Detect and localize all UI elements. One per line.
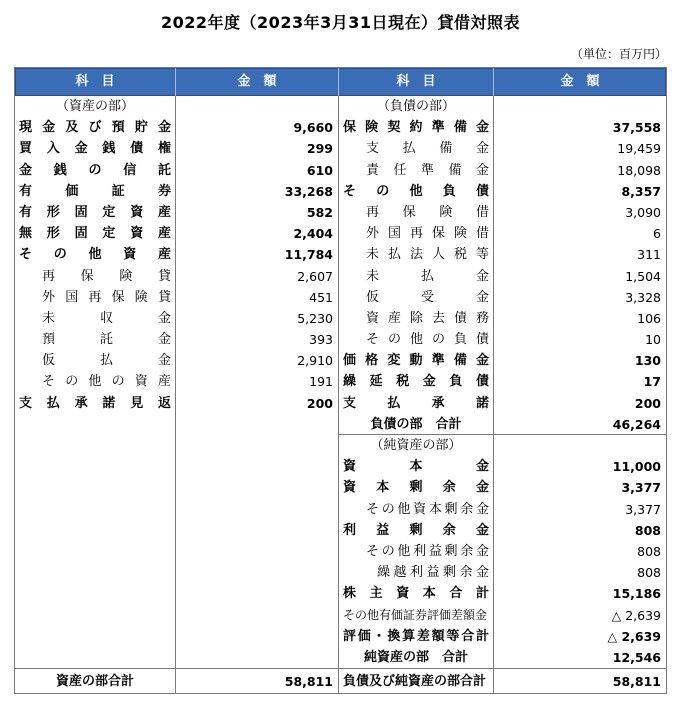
amount-value: 808 bbox=[637, 565, 661, 581]
spacer-amount-cell bbox=[176, 414, 339, 668]
liabilities-net-assets-pane bbox=[339, 96, 666, 693]
table-row bbox=[339, 499, 666, 520]
item-label: 金銭の信託 bbox=[15, 160, 176, 181]
amount-value: 106 bbox=[637, 310, 661, 326]
amount-value: 191 bbox=[176, 371, 339, 392]
table-row bbox=[339, 583, 666, 604]
amount-value bbox=[176, 96, 339, 117]
item-label: 支払備金 bbox=[339, 138, 494, 159]
amount-value: 2,607 bbox=[176, 266, 339, 287]
amount-value: 3,090 bbox=[625, 204, 661, 220]
item-label: 再保険借 bbox=[339, 202, 494, 223]
item-label: 外国再保険借 bbox=[339, 223, 494, 244]
assets-rows bbox=[15, 96, 339, 414]
table-row bbox=[15, 371, 339, 392]
table-row bbox=[339, 202, 666, 223]
table-row bbox=[339, 626, 666, 647]
table-row bbox=[339, 181, 666, 202]
table-row bbox=[339, 435, 666, 456]
amount-value: 10 bbox=[645, 332, 661, 348]
header-amount-left: 金 額 bbox=[176, 68, 339, 96]
item-label: 資本剰余金 bbox=[339, 477, 494, 498]
amount-value: 5,230 bbox=[176, 308, 339, 329]
item-label: 仮払金 bbox=[15, 350, 176, 371]
table-row bbox=[15, 329, 339, 350]
item-label: 未収金 bbox=[15, 308, 176, 329]
amount-value: 3,377 bbox=[621, 480, 661, 496]
table-row bbox=[339, 647, 666, 668]
liabilities-net-assets-total-row bbox=[339, 668, 666, 694]
assets-total-value: 58,811 bbox=[176, 669, 339, 694]
table-row bbox=[339, 541, 666, 562]
amount-value: 1,504 bbox=[625, 268, 661, 284]
balance-sheet-table bbox=[14, 67, 667, 694]
item-label: 外国再保険貸 bbox=[15, 287, 176, 308]
table-row bbox=[339, 117, 666, 138]
table-row bbox=[339, 371, 666, 392]
amount-value: 9,660 bbox=[176, 117, 339, 138]
table-row bbox=[339, 223, 666, 244]
item-label: 繰延税金負債 bbox=[339, 371, 494, 392]
assets-pane bbox=[15, 96, 339, 693]
item-label: 負債の部 合計 bbox=[339, 414, 494, 434]
amount-value: 451 bbox=[176, 287, 339, 308]
amount-value: 582 bbox=[176, 202, 339, 223]
item-label: その他の資産 bbox=[15, 371, 176, 392]
liabilities-net-assets-rows bbox=[339, 96, 666, 668]
amount-value: 11,000 bbox=[612, 459, 661, 475]
item-label: 有形固定資産 bbox=[15, 202, 176, 223]
table-row bbox=[339, 244, 666, 265]
item-label: その他の負債 bbox=[339, 329, 494, 350]
table-row bbox=[15, 202, 339, 223]
item-label: その他利益剰余金 bbox=[339, 541, 494, 562]
assets-spacer-row bbox=[15, 414, 339, 668]
amount-value: 2,910 bbox=[176, 350, 339, 371]
table-row bbox=[15, 308, 339, 329]
table-row bbox=[339, 138, 666, 159]
assets-total-row bbox=[15, 668, 339, 694]
table-row bbox=[15, 266, 339, 287]
table-header-row bbox=[15, 68, 666, 96]
item-label: 未払法人税等 bbox=[339, 244, 494, 265]
item-label: 保険契約準備金 bbox=[339, 117, 494, 138]
spacer-item-cell bbox=[15, 414, 176, 668]
table-row bbox=[15, 244, 339, 265]
amount-value: 3,377 bbox=[625, 501, 661, 517]
item-label: 純資産の部 合計 bbox=[339, 647, 494, 668]
amount-value: 3,328 bbox=[625, 289, 661, 305]
amount-value: 15,186 bbox=[612, 586, 661, 602]
item-label: 利益剰余金 bbox=[339, 520, 494, 541]
table-row bbox=[339, 308, 666, 329]
item-label: 株主資本合計 bbox=[339, 583, 494, 604]
item-label: 仮受金 bbox=[339, 287, 494, 308]
item-label: 買入金銭債権 bbox=[15, 138, 176, 159]
table-row bbox=[339, 605, 666, 626]
table-row bbox=[15, 117, 339, 138]
amount-value: 6 bbox=[653, 226, 661, 242]
item-label: その他資本剰余金 bbox=[339, 499, 494, 520]
amount-value: 200 bbox=[176, 393, 339, 414]
item-label: 現金及び預貯金 bbox=[15, 117, 176, 138]
table-row bbox=[339, 414, 666, 435]
item-label: 責任準備金 bbox=[339, 160, 494, 181]
amount-value: 808 bbox=[634, 522, 661, 538]
amount-value: 8,357 bbox=[621, 183, 661, 199]
item-label: その他資産 bbox=[15, 244, 176, 265]
item-label: 支払承諾 bbox=[339, 393, 494, 414]
table-row bbox=[339, 350, 666, 371]
amount-value: 12,546 bbox=[612, 649, 661, 665]
table-row bbox=[339, 477, 666, 498]
table-row bbox=[339, 562, 666, 583]
balance-sheet-page bbox=[0, 10, 681, 694]
item-label: 資産除去債務 bbox=[339, 308, 494, 329]
amount-value: 33,268 bbox=[176, 181, 339, 202]
page-title: 2022年度（2023年3月31日現在）貸借対照表 bbox=[161, 13, 520, 32]
item-label: 資本金 bbox=[339, 456, 494, 477]
table-row bbox=[339, 266, 666, 287]
table-row bbox=[15, 96, 339, 117]
table-row bbox=[339, 456, 666, 477]
header-item-right: 科 目 bbox=[339, 68, 494, 96]
amount-value bbox=[494, 96, 666, 117]
table-row bbox=[339, 287, 666, 308]
amount-value: 17 bbox=[643, 374, 661, 390]
header-amount-right: 金 額 bbox=[560, 74, 600, 89]
item-label: 再保険貸 bbox=[15, 266, 176, 287]
amount-value: 311 bbox=[637, 247, 661, 263]
item-label: （負債の部） bbox=[339, 96, 494, 117]
amount-value bbox=[494, 435, 666, 456]
item-label: 無形固定資産 bbox=[15, 223, 176, 244]
item-label: その他有価証券評価差額金 bbox=[339, 605, 494, 626]
amount-value: 200 bbox=[634, 395, 661, 411]
amount-value: 11,784 bbox=[176, 244, 339, 265]
unit-note: （単位：百万円） bbox=[570, 47, 667, 61]
table-row bbox=[15, 138, 339, 159]
amount-value: 610 bbox=[176, 160, 339, 181]
item-label: 支払承諾見返 bbox=[15, 393, 176, 414]
amount-value: 130 bbox=[634, 353, 661, 369]
amount-value: 393 bbox=[176, 329, 339, 350]
amount-value: △ 2,639 bbox=[607, 628, 661, 644]
item-label: （資産の部） bbox=[15, 96, 176, 117]
amount-value: 808 bbox=[637, 543, 661, 559]
item-label: 有価証券 bbox=[15, 181, 176, 202]
amount-value: △ 2,639 bbox=[611, 607, 661, 623]
table-row bbox=[15, 181, 339, 202]
table-row bbox=[15, 223, 339, 244]
item-label: 預託金 bbox=[15, 329, 176, 350]
header-item-left: 科 目 bbox=[15, 68, 176, 96]
table-row bbox=[339, 329, 666, 350]
item-label: 評価・換算差額等合計 bbox=[339, 626, 494, 647]
table-row bbox=[339, 160, 666, 181]
liabilities-net-assets-total-label: 負債及び純資産の部合計 bbox=[339, 669, 494, 694]
item-label: その他負債 bbox=[339, 181, 494, 202]
table-row bbox=[15, 287, 339, 308]
table-body bbox=[15, 96, 666, 693]
amount-value: 18,098 bbox=[617, 162, 661, 178]
table-row bbox=[15, 350, 339, 371]
item-label: （純資産の部） bbox=[339, 435, 494, 456]
amount-value: 37,558 bbox=[612, 120, 661, 136]
item-label: 価格変動準備金 bbox=[339, 350, 494, 371]
item-label: 未払金 bbox=[339, 266, 494, 287]
amount-value: 19,459 bbox=[617, 141, 661, 157]
table-row bbox=[339, 520, 666, 541]
table-row bbox=[15, 393, 339, 414]
liabilities-net-assets-total-value: 58,811 bbox=[612, 674, 661, 690]
item-label: 繰越利益剰余金 bbox=[339, 562, 494, 583]
table-row bbox=[339, 393, 666, 414]
table-row bbox=[339, 96, 666, 117]
amount-value: 46,264 bbox=[612, 416, 661, 432]
assets-total-label: 資産の部合計 bbox=[15, 669, 176, 694]
amount-value: 299 bbox=[176, 138, 339, 159]
table-row bbox=[15, 160, 339, 181]
amount-value: 2,404 bbox=[176, 223, 339, 244]
